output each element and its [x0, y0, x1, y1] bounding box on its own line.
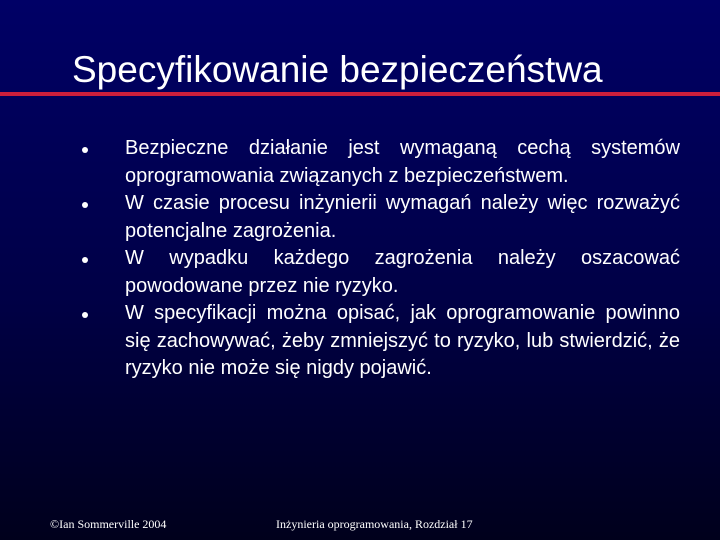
bullet-dot-icon [82, 147, 88, 153]
bullet-item [82, 135, 680, 190]
footer-copyright: ©Ian Sommerville 2004 [50, 517, 167, 531]
bullet-dot-icon [82, 257, 88, 263]
bullet-text: Bezpieczne działanie jest wymaganą cechą systemów oprogramowania związanych z bezpieczeństwem. [125, 137, 680, 187]
bullet-text: W specyfikacji można opisać, jak oprogramowanie powinno się zachowywać, żeby zmniejszyć to ryzyko, lub stwierdzić, że ryzyko nie może się nigdy pojawić. [125, 302, 680, 379]
title-underline [0, 92, 720, 96]
bullet-item [82, 245, 680, 300]
slide-title: Specyfikowanie bezpieczeństwa [72, 49, 603, 90]
bullet-dot-icon [82, 312, 88, 318]
bullet-list [82, 135, 680, 383]
footer-chapter: Inżynieria oprogramowania, Rozdział 17 [276, 517, 473, 531]
bullet-text: W wypadku każdego zagrożenia należy oszacować powodowane przez nie ryzyko. [125, 247, 680, 297]
bullet-item [82, 300, 680, 383]
bullet-item [82, 190, 680, 245]
bullet-text: W czasie procesu inżynierii wymagań należy więc rozważyć potencjalne zagrożenia. [125, 192, 680, 242]
bullet-dot-icon [82, 202, 88, 208]
